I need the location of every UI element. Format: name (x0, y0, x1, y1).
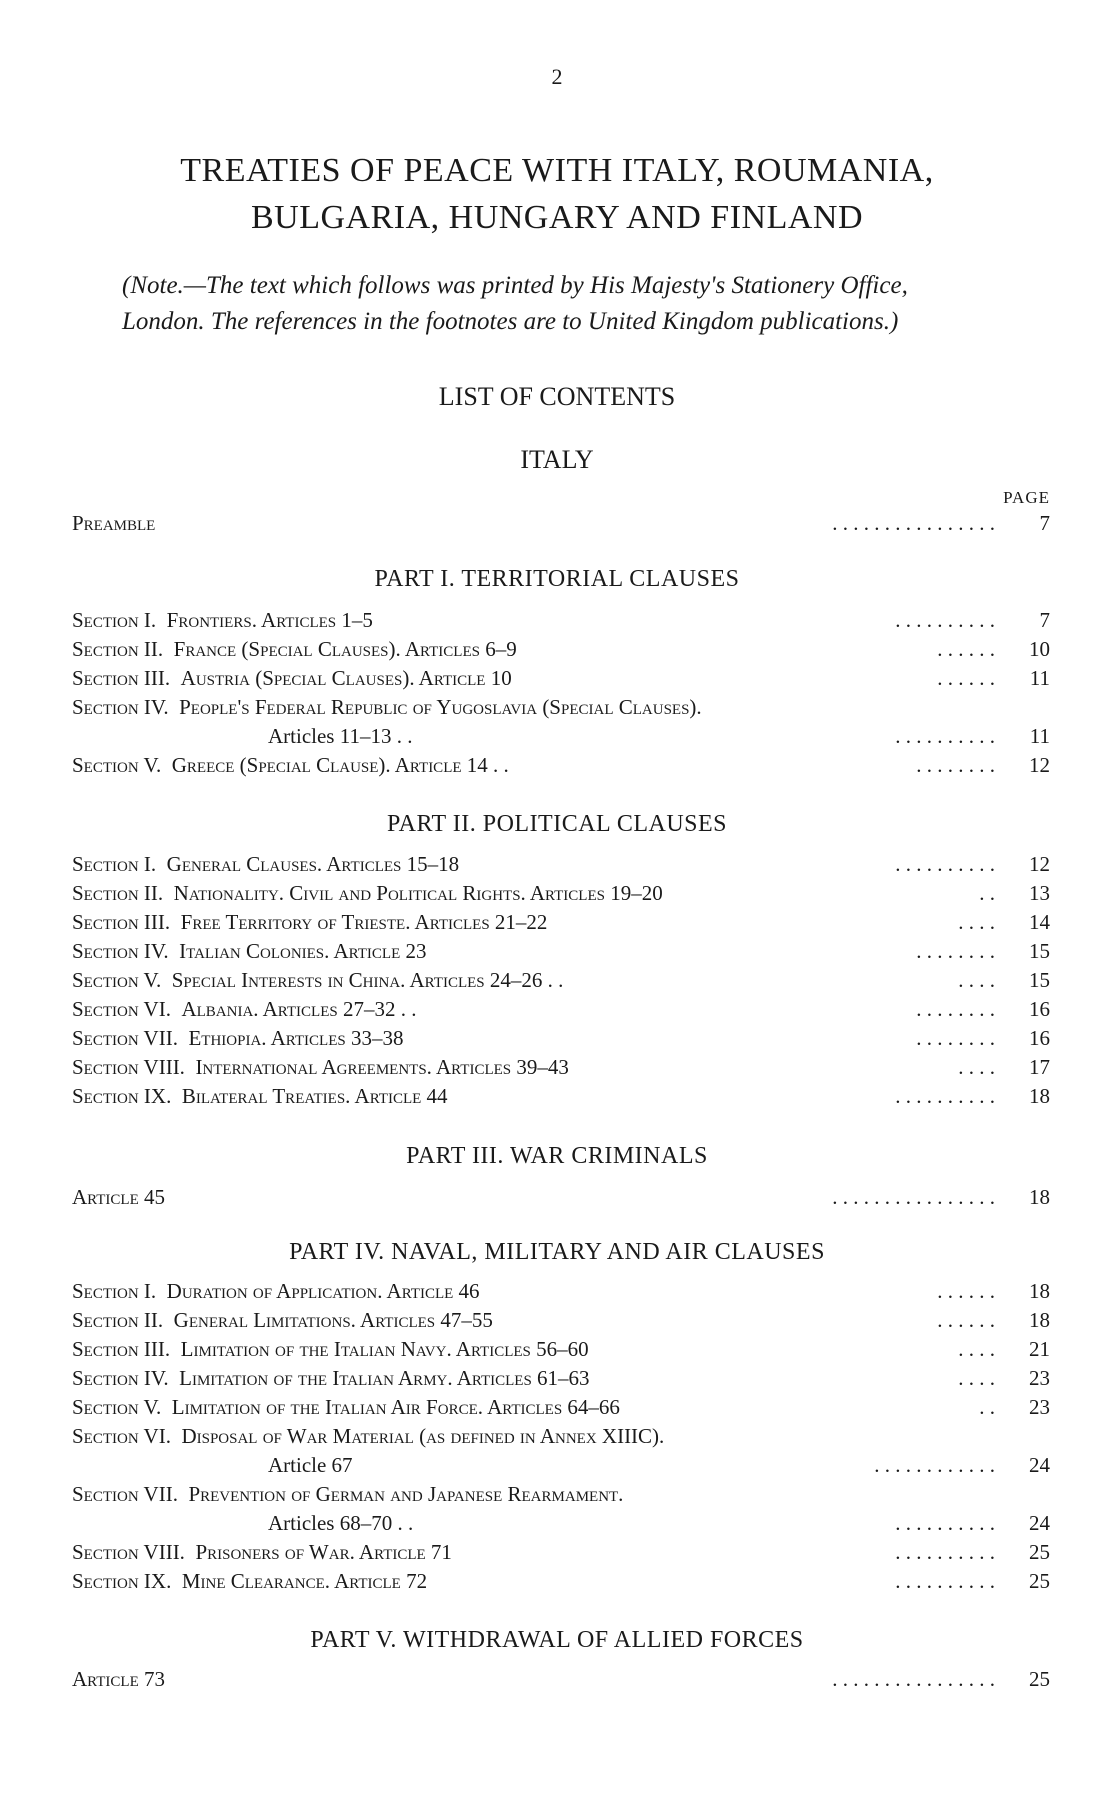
section-title: Frontiers. Articles 1–5 (166, 608, 373, 632)
toc-entry-page-row (430, 1450, 1050, 1480)
section-number: Section III. (72, 910, 171, 934)
toc-entry-page: 21 (1029, 1337, 1050, 1361)
editorial-note-line-2: London. The references in the footnotes are to United Kingdom publications.) (122, 308, 899, 335)
toc-entry-page: 13 (1029, 881, 1050, 905)
toc-entry (72, 1305, 1050, 1335)
toc-entry (72, 605, 1050, 635)
section-title: General Limitations. Articles 47–55 (173, 1308, 493, 1332)
leader-dots: . . . . (958, 968, 995, 992)
section-number: Section III. (72, 666, 171, 690)
section-number: Section IV. (72, 939, 169, 963)
toc-entry (72, 994, 1050, 1024)
section-number: Section IX. (72, 1084, 172, 1108)
toc-entry-page: 18 (1029, 1279, 1050, 1303)
leader-dots: . . . . . . . . . . (895, 852, 995, 876)
section-title: Prevention of German and Japanese Rearmament. (188, 1482, 624, 1506)
section-title: France (Special Clauses). Articles 6–9 (173, 637, 517, 661)
leader-dots: . . . . . . (937, 1279, 995, 1303)
toc-entry (72, 1479, 1050, 1509)
toc-entry-label (72, 849, 459, 879)
section-number: Section IX. (72, 1569, 172, 1593)
toc-entry-page: 11 (1029, 724, 1050, 748)
part-heading: PART V. WITHDRAWAL OF ALLIED FORCES (310, 1627, 804, 1653)
toc-entry-page: 18 (1029, 1084, 1050, 1108)
section-number: Section VIII. (72, 1055, 185, 1079)
toc-entry (72, 1664, 1050, 1694)
leader-dots: . . . . . . . . . . (895, 1569, 995, 1593)
toc-entry-label (72, 634, 517, 664)
leader-dots: . . . . (958, 1366, 995, 1390)
continuation-text: Articles 11–13 . . (268, 724, 413, 748)
editorial-note-line-1: (Note.—The text which follows was printed by His Majesty's Stationery Office, (122, 272, 908, 299)
part-heading: PART III. WAR CRIMINALS (406, 1143, 708, 1169)
section-number: Section I. (72, 852, 157, 876)
toc-entry-label: Article 45 (72, 1185, 166, 1209)
leader-dots: . . . . . . (937, 666, 995, 690)
toc-entry-label (72, 878, 663, 908)
toc-entry-preamble (72, 508, 1050, 538)
toc-entry-page: 15 (1029, 968, 1050, 992)
continuation-text: Articles 68–70 . . (268, 1511, 414, 1535)
toc-entry (72, 750, 1050, 780)
leader-dots: . . . . . . . . (916, 753, 995, 777)
section-title: General Clauses. Articles 15–18 (166, 852, 460, 876)
page-number: 2 (551, 64, 563, 89)
toc-entry (72, 1363, 1050, 1393)
section-title: Nationality. Civil and Political Rights. Articles 19–20 (173, 881, 663, 905)
leader-dots: . . . . . . . . . . (895, 1511, 995, 1535)
leader-dots: . . (979, 1395, 995, 1419)
section-number: Section V. (72, 753, 162, 777)
section-number: Section II. (72, 637, 164, 661)
toc-entry-label (72, 605, 373, 635)
part-heading: PART I. TERRITORIAL CLAUSES (374, 566, 740, 592)
toc-entry-page-row (500, 1508, 1050, 1538)
section-title: People's Federal Republic of Yugoslavia (Special Clauses). (179, 695, 702, 719)
toc-entry-page: 25 (1029, 1540, 1050, 1564)
section-number: Section IV. (72, 695, 169, 719)
section-title: Disposal of War Material (as defined in Annex XIIIC). (181, 1424, 665, 1448)
toc-entry-page: 11 (1029, 666, 1050, 690)
section-title: Limitation of the Italian Navy. Articles 56–60 (180, 1337, 589, 1361)
toc-entry-page: 16 (1029, 1026, 1050, 1050)
leader-dots: . . . . (958, 1055, 995, 1079)
toc-entry-label (72, 1421, 664, 1451)
toc-entry-page: 25 (1029, 1569, 1050, 1593)
toc-entry-page: 15 (1029, 939, 1050, 963)
toc-entry-page: 14 (1029, 910, 1050, 934)
toc-entry (72, 965, 1050, 995)
toc-entry-label (72, 994, 416, 1024)
toc-entry-label (72, 1479, 623, 1509)
section-title: Duration of Application. Article 46 (166, 1279, 480, 1303)
document-title-line-2: BULGARIA, HUNGARY AND FINLAND (250, 199, 864, 236)
leader-dots: . . . . . . . . . . (895, 1540, 995, 1564)
country-heading: ITALY (520, 445, 594, 474)
toc-entry-label (72, 1276, 480, 1306)
section-number: Section VIII. (72, 1540, 185, 1564)
leader-dots: . . . . . . (937, 637, 995, 661)
leader-dots: . . . . . . . . . . . . (874, 1453, 995, 1477)
toc-entry-label (72, 1334, 589, 1364)
toc-entry-page: 24 (1029, 1453, 1050, 1477)
section-number: Section VII. (72, 1482, 178, 1506)
toc-entry (72, 849, 1050, 879)
toc-entry (72, 692, 1050, 722)
section-title: Special Interests in China. Articles 24–26 . . (171, 968, 564, 992)
section-title: Albania. Articles 27–32 . . (181, 997, 417, 1021)
section-number: Section IV. (72, 1366, 169, 1390)
section-title: Mine Clearance. Article 72 (181, 1569, 428, 1593)
toc-entry-label: Preamble (72, 511, 156, 535)
toc-entry-page: 7 (1039, 511, 1050, 535)
section-title: Limitation of the Italian Air Force. Articles 64–66 (171, 1395, 620, 1419)
toc-entry (72, 1334, 1050, 1364)
toc-entry (72, 1392, 1050, 1422)
part-heading: PART II. POLITICAL CLAUSES (386, 811, 728, 837)
toc-entry-page: 18 (1029, 1185, 1050, 1209)
section-number: Section V. (72, 968, 162, 992)
toc-entry (72, 1081, 1050, 1111)
section-title: Austria (Special Clauses). Article 10 (180, 666, 512, 690)
toc-entry-page: 10 (1029, 637, 1050, 661)
part-heading: PART IV. NAVAL, MILITARY AND AIR CLAUSES (289, 1239, 825, 1265)
toc-entry (72, 663, 1050, 693)
toc-entry (72, 1023, 1050, 1053)
toc-entry-continuation (268, 721, 412, 751)
section-number: Section II. (72, 881, 164, 905)
section-title: International Agreements. Articles 39–43 (195, 1055, 569, 1079)
toc-entry-label (72, 965, 563, 995)
toc-entry-label (72, 1052, 569, 1082)
page-column-label: PAGE (1003, 488, 1050, 507)
toc-entry (72, 907, 1050, 937)
toc-entry-page: 7 (1039, 608, 1050, 632)
leader-dots: . . . . . . . . . . . . . . . . (832, 511, 995, 535)
section-number: Section III. (72, 1337, 171, 1361)
toc-entry (72, 634, 1050, 664)
toc-entry-label (72, 750, 509, 780)
toc-entry-page: 18 (1029, 1308, 1050, 1332)
toc-entry-page: 16 (1029, 997, 1050, 1021)
leader-dots: . . (979, 881, 995, 905)
leader-dots: . . . . . . . . . . . . . . . . (832, 1185, 995, 1209)
toc-entry (72, 1276, 1050, 1306)
section-title: Free Territory of Trieste. Articles 21–22 (180, 910, 548, 934)
toc-entry (72, 878, 1050, 908)
leader-dots: . . . . . . . . . . (895, 724, 995, 748)
leader-dots: . . . . . . . . . . (895, 608, 995, 632)
toc-entry-page: 23 (1029, 1395, 1050, 1419)
section-title: Prisoners of War. Article 71 (195, 1540, 452, 1564)
toc-entry-continuation (268, 1508, 413, 1538)
toc-entry-label (72, 1081, 448, 1111)
section-title: Bilateral Treaties. Article 44 (181, 1084, 448, 1108)
toc-entry-label (72, 663, 512, 693)
leader-dots: . . . . . . . . . . . . . . . . (832, 1667, 995, 1691)
toc-entry-label (72, 936, 427, 966)
document-title-line-1: TREATIES OF PEACE WITH ITALY, ROUMANIA, (180, 152, 934, 189)
section-number: Section VII. (72, 1026, 178, 1050)
toc-entry-label (72, 1363, 590, 1393)
toc-entry (72, 1566, 1050, 1596)
toc-entry-label (72, 1023, 403, 1053)
toc-entry-label (72, 1566, 427, 1596)
section-number: Section II. (72, 1308, 164, 1332)
toc-entry (72, 1052, 1050, 1082)
toc-entry-continuation (268, 1450, 353, 1480)
toc-entry-label (72, 1537, 452, 1567)
section-number: Section VI. (72, 997, 171, 1021)
section-number: Section I. (72, 608, 157, 632)
toc-entry (72, 1182, 1050, 1212)
toc-entry-page: 12 (1029, 753, 1050, 777)
toc-entry-page: 23 (1029, 1366, 1050, 1390)
section-title: Italian Colonies. Article 23 (179, 939, 427, 963)
section-title: Ethiopia. Articles 33–38 (188, 1026, 404, 1050)
toc-entry-label (72, 692, 702, 722)
toc-entry-page: 17 (1029, 1055, 1050, 1079)
toc-entry-page: 24 (1029, 1511, 1050, 1535)
section-number: Section I. (72, 1279, 157, 1303)
leader-dots: . . . . (958, 910, 995, 934)
section-number: Section V. (72, 1395, 162, 1419)
continuation-text: Article 67 (268, 1453, 353, 1477)
toc-entry-label: Article 73 (72, 1667, 166, 1691)
toc-entry-label (72, 907, 547, 937)
leader-dots: . . . . . . . . . . (895, 1084, 995, 1108)
toc-entry (72, 1537, 1050, 1567)
section-title: Greece (Special Clause). Article 14 . . (171, 753, 509, 777)
toc-entry (72, 1421, 1050, 1451)
toc-entry-label (72, 1392, 620, 1422)
toc-entry-page: 25 (1029, 1667, 1050, 1691)
toc-entry-label (72, 1305, 493, 1335)
toc-entry-page-row (700, 721, 1050, 751)
leader-dots: . . . . . . . . (916, 997, 995, 1021)
leader-dots: . . . . . . . . (916, 939, 995, 963)
leader-dots: . . . . . . (937, 1308, 995, 1332)
toc-entry (72, 936, 1050, 966)
section-number: Section VI. (72, 1424, 171, 1448)
leader-dots: . . . . (958, 1337, 995, 1361)
contents-heading: LIST OF CONTENTS (438, 382, 676, 411)
toc-entry-page: 12 (1029, 852, 1050, 876)
section-title: Limitation of the Italian Army. Articles 61–63 (179, 1366, 590, 1390)
leader-dots: . . . . . . . . (916, 1026, 995, 1050)
